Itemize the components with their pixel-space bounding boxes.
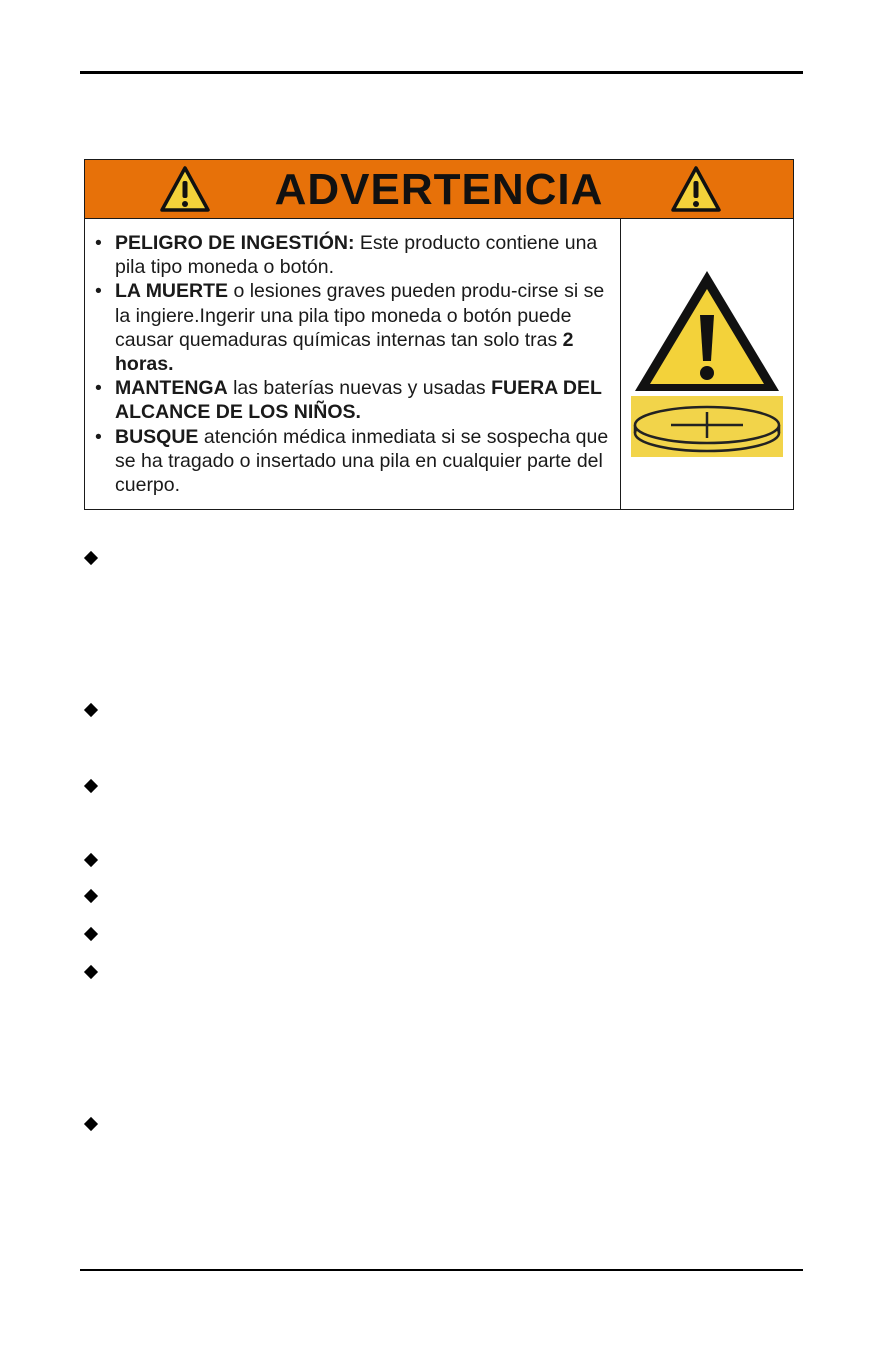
- warning-header: [85, 160, 793, 219]
- warning-item-label: MANTENGA: [115, 377, 228, 400]
- warning-box: [84, 159, 794, 510]
- warning-item-text: o lesiones graves pueden produ-cirse si se la ingiere.Ingerir una pila tipo moneda o botón puede causar quemaduras químicas internas tan solo tras: [115, 280, 605, 351]
- bullet: •: [95, 425, 102, 448]
- warning-item: [93, 425, 618, 498]
- warning-item-emphasis: FUERA DEL ALCANCE DE LOS NIÑOS.: [115, 377, 602, 424]
- warning-list: [93, 231, 618, 497]
- warning-triangle-icon: [670, 165, 722, 213]
- warning-item-label: BUSQUE: [115, 425, 199, 448]
- warning-item-text: Este producto contiene una pila tipo moneda o botón.: [115, 232, 598, 279]
- bullet-diamond-icon: [84, 1117, 98, 1131]
- warning-item-label: PELIGRO DE INGESTIÓN:: [115, 232, 355, 254]
- warning-title: ADVERTENCIA: [274, 165, 604, 214]
- warning-item: [93, 231, 618, 279]
- bottom-rule: [80, 1269, 803, 1271]
- bullet-diamond-icon: [84, 965, 98, 979]
- bullet-diamond-icon: [84, 889, 98, 903]
- warning-item-text: atención médica inmediata si se sospecha que se ha tragado o insertado una pila en cualquier parte del cuerpo.: [115, 425, 609, 497]
- warning-item: [93, 376, 618, 424]
- warning-graphic-panel: [621, 219, 793, 509]
- bullet-diamond-icon: [84, 703, 98, 717]
- warning-item-text: las baterías nuevas y usadas: [227, 377, 492, 400]
- warning-item: [93, 279, 618, 376]
- bullet: •: [95, 280, 102, 303]
- bullet-diamond-icon: [84, 853, 98, 867]
- coin-battery-icon: [631, 396, 783, 457]
- warning-item-label: LA MUERTE: [115, 280, 229, 303]
- bullet-diamond-icon: [84, 551, 98, 565]
- hazard-graphic: [631, 267, 783, 457]
- warning-text-panel: [85, 219, 621, 509]
- bullet: •: [95, 377, 102, 400]
- bullet-diamond-icon: [84, 779, 98, 793]
- top-rule: [80, 71, 803, 74]
- bullet-diamond-icon: [84, 927, 98, 941]
- warning-triangle-icon: [635, 271, 779, 391]
- warning-item-emphasis: 2 horas.: [115, 328, 574, 376]
- bullet: •: [95, 232, 102, 254]
